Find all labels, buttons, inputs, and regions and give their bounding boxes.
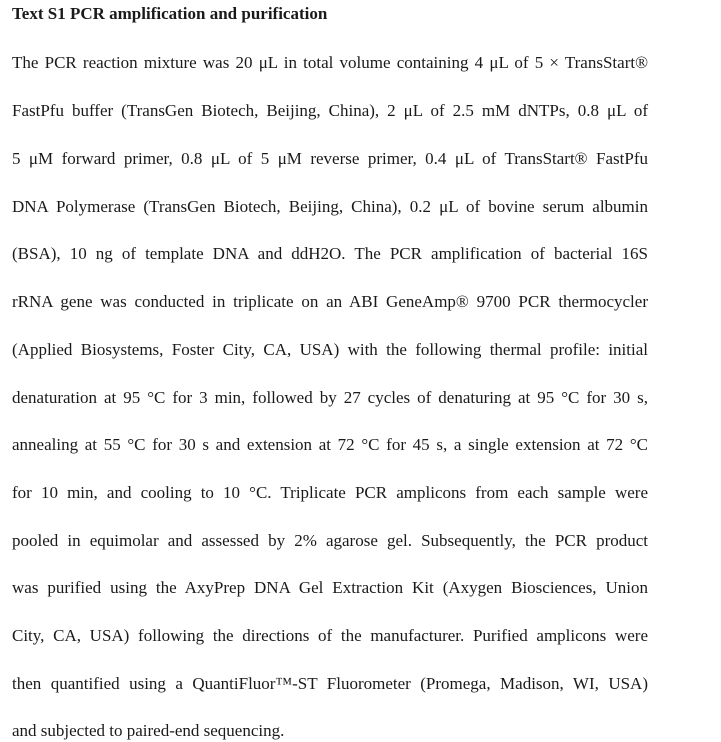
paragraph-line: for 10 min, and cooling to 10 °C. Triplicate PCR amplicons from each sample were [12, 483, 648, 502]
paragraph-line: and subjected to paired-end sequencing. [12, 721, 285, 740]
paragraph-line: pooled in equimolar and assessed by 2% agarose gel. Subsequently, the PCR product [12, 531, 648, 550]
paragraph-line: The PCR reaction mixture was 20 μL in total volume containing 4 μL of 5 × TransStart® [12, 53, 648, 72]
paragraph-line: DNA Polymerase (TransGen Biotech, Beijing, China), 0.2 μL of bovine serum albumin [12, 197, 648, 216]
paragraph-line: City, CA, USA) following the directions of the manufacturer. Purified amplicons were [12, 626, 648, 645]
paragraph-line: denaturation at 95 °C for 3 min, followed by 27 cycles of denaturing at 95 °C for 30 s, [12, 388, 648, 407]
paragraph-line: (Applied Biosystems, Foster City, CA, USA) with the following thermal profile: initial [12, 340, 648, 359]
paragraph-line: was purified using the AxyPrep DNA Gel Extraction Kit (Axygen Biosciences, Union [12, 578, 648, 597]
paragraph-line: annealing at 55 °C for 30 s and extension at 72 °C for 45 s, a single extension at 72 °C [12, 435, 648, 454]
section-title: Text S1 PCR amplification and purification [12, 4, 328, 23]
paragraph-line: 5 μM forward primer, 0.8 μL of 5 μM reverse primer, 0.4 μL of TransStart® FastPfu [12, 149, 648, 168]
paragraph-line: rRNA gene was conducted in triplicate on an ABI GeneAmp® 9700 PCR thermocycler [12, 292, 648, 311]
paragraph-line: FastPfu buffer (TransGen Biotech, Beijing, China), 2 μL of 2.5 mM dNTPs, 0.8 μL of [12, 101, 648, 120]
paragraph-line: (BSA), 10 ng of template DNA and ddH2O. The PCR amplification of bacterial 16S [12, 244, 648, 263]
paragraph-line: then quantified using a QuantiFluor™-ST Fluorometer (Promega, Madison, WI, USA) [12, 674, 648, 693]
